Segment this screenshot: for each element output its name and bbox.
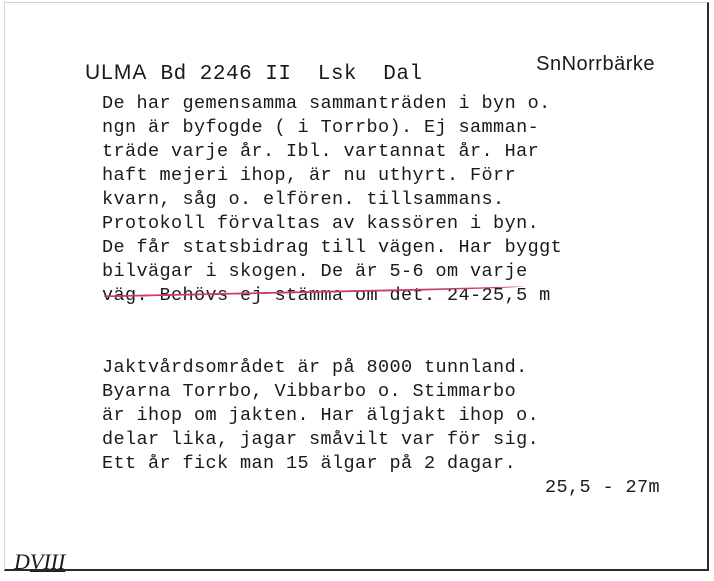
header-left: [85, 61, 423, 86]
classification-mark: [14, 549, 65, 575]
text-line: Ett år fick man 15 älgar på 2 dagar.: [102, 453, 517, 474]
class-roman-numeral: VIII: [29, 549, 66, 574]
text-line: kvarn, såg o. elfören. tillsammans.: [102, 189, 505, 210]
text-line: bilvägar i skogen. De är 5-6 om varje: [102, 261, 528, 282]
text-line: De har gemensamma sammanträden i byn o.: [102, 93, 551, 114]
landscape-abbrev: Lsk: [317, 63, 358, 86]
text-line: delar lika, jagar småvilt var för sig.: [102, 429, 540, 450]
text-line: väg. Behövs ej stämma om det. 24-25,5 m: [102, 285, 551, 306]
parish-name: SnNorrbärke: [536, 53, 655, 75]
time-measure: 25,5 - 27m: [544, 477, 660, 498]
paragraph-hunting-area: [102, 356, 662, 500]
text-line: träde varje år. Ibl. vartannat år. Har: [102, 141, 540, 162]
class-letter: D: [14, 549, 30, 574]
paragraph-village-meetings: [102, 92, 662, 308]
text-line: Jaktvårdsområdet är på 8000 tunnland.: [102, 357, 528, 378]
archive-code: ULMA: [85, 61, 148, 84]
record-ref: Bd 2246 II: [160, 63, 292, 86]
text-line: haft mejeri ihop, är nu uthyrt. Förr: [102, 165, 517, 186]
text-line: är ihop om jakten. Har älgjakt ihop o.: [102, 405, 540, 426]
text-line: ngn är byfogde ( i Torrbo). Ej samman-: [102, 117, 540, 138]
card-header: [85, 53, 655, 91]
text-line: Protokoll förvaltas av kassören i byn.: [102, 213, 540, 234]
province-name: Dal: [383, 63, 423, 86]
text-line-underlined: De får statsbidrag till vägen. Har byggt: [102, 237, 563, 258]
text-line: Byarna Torrbo, Vibbarbo o. Stimmarbo: [102, 381, 517, 402]
